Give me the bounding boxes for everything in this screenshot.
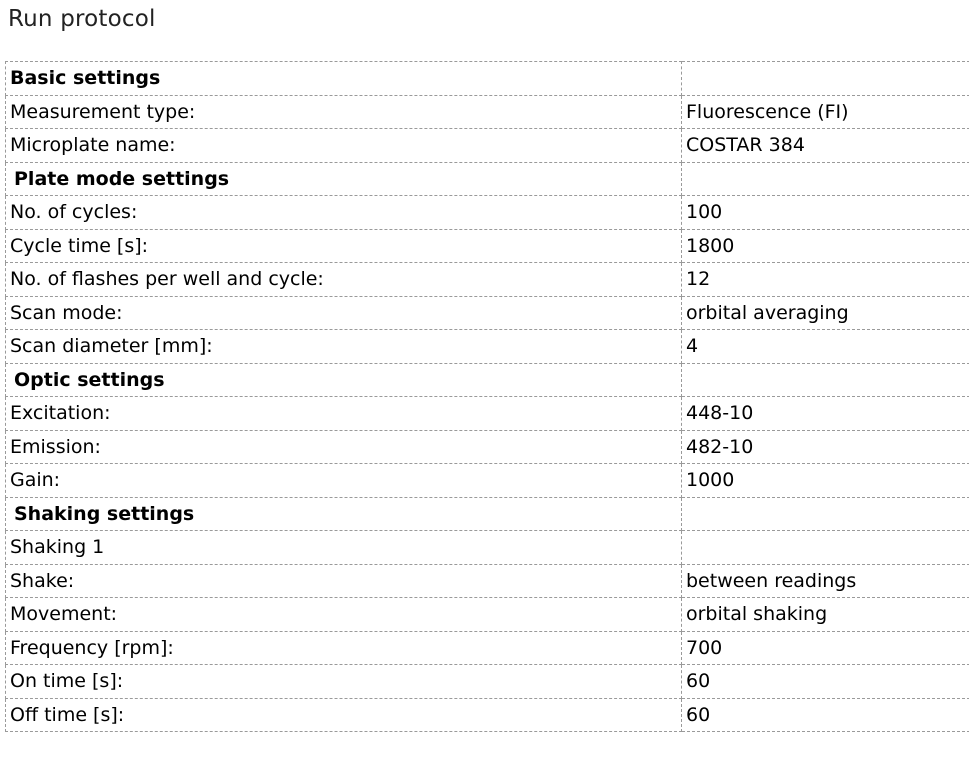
table-row <box>6 330 969 364</box>
setting-value <box>682 531 969 565</box>
table-row <box>6 229 969 263</box>
setting-value <box>682 162 969 196</box>
setting-value: 100 <box>682 196 969 230</box>
table-row <box>6 263 969 297</box>
setting-value: COSTAR 384 <box>682 129 969 163</box>
setting-label: No. of cycles: <box>6 196 682 230</box>
table-row <box>6 196 969 230</box>
section-heading: Plate mode settings <box>6 162 682 196</box>
table-row <box>6 397 969 431</box>
section-row-plate-mode-settings <box>6 162 969 196</box>
section-row-basic-settings <box>6 62 969 96</box>
setting-value: 482-10 <box>682 430 969 464</box>
setting-label: Cycle time [s]: <box>6 229 682 263</box>
section-row-optic-settings <box>6 363 969 397</box>
page-title: Run protocol <box>8 6 156 32</box>
setting-label: No. of flashes per well and cycle: <box>6 263 682 297</box>
setting-value: orbital averaging <box>682 296 969 330</box>
setting-value: 448-10 <box>682 397 969 431</box>
setting-value <box>682 497 969 531</box>
setting-label: Frequency [rpm]: <box>6 631 682 665</box>
setting-label: Shaking 1 <box>6 531 682 565</box>
section-heading: Shaking settings <box>6 497 682 531</box>
setting-value: 700 <box>682 631 969 665</box>
table-row <box>6 296 969 330</box>
section-row-shaking-settings <box>6 497 969 531</box>
setting-value: 4 <box>682 330 969 364</box>
table-row <box>6 464 969 498</box>
setting-label: Emission: <box>6 430 682 464</box>
setting-label: On time [s]: <box>6 665 682 699</box>
protocol-table <box>5 61 969 732</box>
setting-value: 60 <box>682 698 969 732</box>
setting-value: between readings <box>682 564 969 598</box>
setting-value <box>682 62 969 96</box>
section-heading: Optic settings <box>6 363 682 397</box>
table-row <box>6 631 969 665</box>
setting-value: orbital shaking <box>682 598 969 632</box>
setting-value: 1800 <box>682 229 969 263</box>
setting-value: Fluorescence (FI) <box>682 95 969 129</box>
table-row <box>6 564 969 598</box>
table-row <box>6 430 969 464</box>
setting-value: 12 <box>682 263 969 297</box>
table-row <box>6 665 969 699</box>
table-row <box>6 698 969 732</box>
setting-label: Measurement type: <box>6 95 682 129</box>
setting-value <box>682 363 969 397</box>
table-row <box>6 598 969 632</box>
table-row <box>6 95 969 129</box>
setting-label: Gain: <box>6 464 682 498</box>
setting-label: Movement: <box>6 598 682 632</box>
setting-label: Excitation: <box>6 397 682 431</box>
setting-label: Scan mode: <box>6 296 682 330</box>
setting-label: Scan diameter [mm]: <box>6 330 682 364</box>
section-heading: Basic settings <box>6 62 682 96</box>
setting-value: 1000 <box>682 464 969 498</box>
setting-label: Microplate name: <box>6 129 682 163</box>
setting-value: 60 <box>682 665 969 699</box>
table-row <box>6 531 969 565</box>
table-row <box>6 129 969 163</box>
setting-label: Off time [s]: <box>6 698 682 732</box>
setting-label: Shake: <box>6 564 682 598</box>
